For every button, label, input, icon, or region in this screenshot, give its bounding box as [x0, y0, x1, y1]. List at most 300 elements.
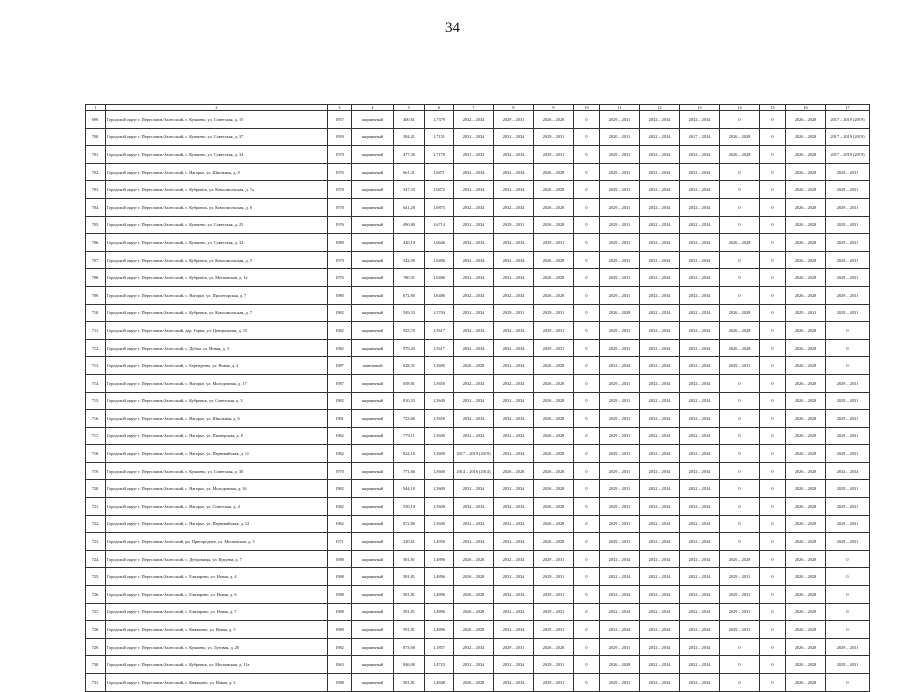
table-cell: 1,6871: [425, 163, 454, 181]
table-cell: 2029 – 2031: [600, 638, 640, 656]
address-cell: Городской округ г. Переславль-Залесский, рп. Пригородное, ул. Московская, д. 5: [106, 533, 328, 551]
table-cell: 2032 – 2034: [680, 621, 720, 639]
table-cell: 2032 – 2034: [494, 445, 534, 463]
table-cell: кирпичный: [352, 286, 394, 304]
table-cell: 2032 – 2034: [826, 462, 870, 480]
table-cell: кирпичный: [352, 216, 394, 234]
table-cell: кирпичный: [352, 621, 394, 639]
table-cell: 2017 – 2019 (2019): [826, 128, 870, 146]
table-cell: 2026 – 2028: [720, 234, 760, 252]
table-cell: 2029 – 2031: [534, 568, 574, 586]
table-cell: 2026 – 2028: [534, 427, 574, 445]
table-cell: 581,81: [394, 550, 425, 568]
address-cell: Городской округ г. Переславль-Залесский, с. Елизарово, ул. Новая, д. 6: [106, 586, 328, 604]
table-cell: 1976: [328, 269, 352, 287]
table-cell: 2032 – 2034: [600, 568, 640, 586]
table-cell: 2029 – 2031: [600, 322, 640, 340]
table-cell: 0: [720, 674, 760, 692]
table-cell: 2017 – 2019 (2019): [826, 146, 870, 164]
table-cell: 2026 – 2028: [720, 146, 760, 164]
table-cell: 2029 – 2031: [600, 427, 640, 445]
table-cell: 2029 – 2031: [826, 498, 870, 516]
table-cell: 2032 – 2034: [680, 181, 720, 199]
table-cell: 721.: [86, 498, 106, 516]
table-cell: 2026 – 2028: [720, 550, 760, 568]
table-cell: кирпичный: [352, 515, 394, 533]
table-cell: 0: [574, 128, 600, 146]
table-cell: 2032 – 2034: [680, 251, 720, 269]
table-cell: 0: [574, 286, 600, 304]
table-cell: 0: [760, 515, 786, 533]
table-cell: 2026 – 2028: [534, 374, 574, 392]
table-cell: 2029 – 2031: [534, 550, 574, 568]
table-cell: 2029 – 2031: [720, 603, 760, 621]
table-cell: 2032 – 2034: [454, 322, 494, 340]
address-cell: Городской округ г. Переславль-Залесский, дер. Горки, ул. Центральная, д. 15: [106, 322, 328, 340]
table-cell: 2026 – 2028: [786, 357, 826, 375]
table-cell: 1988: [328, 568, 352, 586]
table-cell: 2029 – 2031: [826, 515, 870, 533]
table-cell: 1,6646: [425, 234, 454, 252]
table-cell: 0: [826, 586, 870, 604]
table-row: [86, 656, 870, 674]
table-cell: 2029 – 2031: [826, 638, 870, 656]
address-cell: Городской округ г. Переславль-Залесский, с. Нагорье, ул. Первомайская, д. 11: [106, 445, 328, 463]
table-cell: кирпичный: [352, 462, 394, 480]
table-cell: 2026 – 2028: [454, 674, 494, 692]
table-cell: 2032 – 2034: [680, 322, 720, 340]
table-cell: 708.: [86, 269, 106, 287]
table-cell: 700.: [86, 128, 106, 146]
table-cell: 230,61: [394, 533, 425, 551]
table-cell: 1979: [328, 251, 352, 269]
table-cell: 2032 – 2034: [454, 269, 494, 287]
table-cell: 2032 – 2034: [640, 198, 680, 216]
table-cell: 714.: [86, 374, 106, 392]
table-cell: 0: [760, 410, 786, 428]
table-cell: 2029 – 2031: [494, 304, 534, 322]
table-cell: 0: [826, 621, 870, 639]
address-cell: Городской округ г. Переславль-Залесский, с. Княжьево, ул. Новая, д. 2: [106, 674, 328, 692]
table-cell: 0: [574, 533, 600, 551]
table-row: [86, 128, 870, 146]
table-cell: 1,4896: [425, 603, 454, 621]
table-cell: 723,60: [394, 410, 425, 428]
table-cell: 658,81: [394, 374, 425, 392]
table-cell: 2032 – 2034: [640, 603, 680, 621]
table-cell: 0: [720, 533, 760, 551]
table-cell: 1,5649: [425, 392, 454, 410]
table-cell: 824,10: [394, 445, 425, 463]
table-cell: 2026 – 2028: [786, 322, 826, 340]
table-cell: 0: [760, 568, 786, 586]
table-cell: 1979: [328, 146, 352, 164]
address-cell: Городской округ г. Переславль-Залесский, с. Кубринск, ул. Московская, д. 11а: [106, 656, 328, 674]
table-cell: 1982: [328, 515, 352, 533]
table-cell: кирпичный: [352, 322, 394, 340]
table-cell: 2029 – 2031: [826, 181, 870, 199]
table-cell: 1,6486: [425, 269, 454, 287]
table-cell: 0: [760, 286, 786, 304]
table-cell: 0: [720, 462, 760, 480]
table-row: [86, 198, 870, 216]
table-cell: 2032 – 2034: [494, 339, 534, 357]
table-cell: 2032 – 2034: [494, 603, 534, 621]
table-cell: 0: [760, 128, 786, 146]
table-cell: 1,4848: [425, 674, 454, 692]
column-header: 4: [352, 105, 394, 111]
column-header: 7: [454, 105, 494, 111]
table-cell: 2029 – 2031: [600, 198, 640, 216]
table-cell: 0: [760, 445, 786, 463]
table-cell: 1,4950: [425, 533, 454, 551]
table-cell: кирпичный: [352, 163, 394, 181]
table-cell: 2032 – 2034: [680, 146, 720, 164]
table-cell: 2032 – 2034: [640, 216, 680, 234]
capital-repair-schedule-table: [85, 104, 870, 692]
table-cell: 726.: [86, 586, 106, 604]
table-cell: 2026 – 2028: [786, 462, 826, 480]
table-cell: 2032 – 2034: [600, 621, 640, 639]
table-cell: 0: [720, 445, 760, 463]
table-cell: 2029 – 2031: [600, 515, 640, 533]
table-cell: 2026 – 2028: [534, 638, 574, 656]
table-cell: 0: [574, 234, 600, 252]
table-cell: 2032 – 2034: [494, 286, 534, 304]
table-cell: 420,10: [394, 234, 425, 252]
table-cell: 2029 – 2031: [600, 674, 640, 692]
table-cell: 0: [720, 392, 760, 410]
table-cell: 2032 – 2034: [494, 674, 534, 692]
table-cell: 2032 – 2034: [454, 163, 494, 181]
table-cell: 2032 – 2034: [680, 374, 720, 392]
column-header: 14: [720, 105, 760, 111]
table-cell: 872,80: [394, 515, 425, 533]
table-cell: 2032 – 2034: [454, 656, 494, 674]
table-cell: 2026 – 2028: [534, 392, 574, 410]
address-cell: Городской округ г. Переславль-Залесский, с. Нагорье, ул. Молодежная, д. 17: [106, 374, 328, 392]
table-cell: 0: [574, 269, 600, 287]
table-cell: кирпичный: [352, 586, 394, 604]
table-cell: 0: [760, 374, 786, 392]
table-cell: 0: [760, 216, 786, 234]
table-cell: 0: [720, 515, 760, 533]
table-cell: 2032 – 2034: [640, 146, 680, 164]
table-cell: 0: [826, 603, 870, 621]
table-cell: 1,5650: [425, 374, 454, 392]
table-cell: 2032 – 2034: [640, 515, 680, 533]
table-cell: 2032 – 2034: [680, 427, 720, 445]
table-cell: 1,5600: [425, 445, 454, 463]
address-cell: Городской округ г. Переславль-Залесский, с. Кубринск, ул. Комсомольская, д. 5: [106, 251, 328, 269]
table-cell: 2029 – 2031: [826, 445, 870, 463]
table-cell: 2029 – 2031: [720, 621, 760, 639]
table-cell: 0: [760, 322, 786, 340]
address-cell: Городской округ г. Переславль-Залесский, с. Дубки, ул. Новая, д. 3: [106, 339, 328, 357]
table-cell: 0: [574, 339, 600, 357]
table-cell: 1,4896: [425, 568, 454, 586]
table-cell: 2026 – 2028: [534, 286, 574, 304]
table-cell: 1963: [328, 656, 352, 674]
table-cell: 2026 – 2028: [494, 462, 534, 480]
table-cell: 2029 – 2031: [720, 568, 760, 586]
table-cell: 2029 – 2031: [826, 656, 870, 674]
table-cell: 2032 – 2034: [680, 286, 720, 304]
table-cell: 2020 – 2031: [600, 128, 640, 146]
address-cell: Городской округ г. Переславль-Залесский, с. Кубринск, ул. Комсомольская, д. 7а: [106, 181, 328, 199]
column-header: 16: [786, 105, 826, 111]
table-row: [86, 286, 870, 304]
table-cell: 0: [720, 480, 760, 498]
table-cell: 2032 – 2034: [494, 322, 534, 340]
table-cell: кирпичный: [352, 533, 394, 551]
table-cell: 0: [760, 234, 786, 252]
table-cell: 672,80: [394, 286, 425, 304]
table-cell: 1988: [328, 674, 352, 692]
table-cell: 2032 – 2034: [640, 462, 680, 480]
table-cell: 2032 – 2034: [494, 515, 534, 533]
table-cell: 0: [760, 111, 786, 129]
table-cell: 2032 – 2034: [454, 234, 494, 252]
table-cell: 0: [720, 251, 760, 269]
table-cell: 2029 – 2031: [534, 586, 574, 604]
table-cell: 2032 – 2034: [680, 533, 720, 551]
table-cell: 724.: [86, 550, 106, 568]
table-cell: 0: [760, 269, 786, 287]
table-row: [86, 586, 870, 604]
table-cell: 2026 – 2028: [786, 392, 826, 410]
table-cell: 2029 – 2031: [534, 603, 574, 621]
table-cell: 710.: [86, 304, 106, 322]
table-row: [86, 550, 870, 568]
table-cell: 0: [574, 322, 600, 340]
table-cell: 2026 – 2028: [720, 304, 760, 322]
table-cell: кирпичный: [352, 480, 394, 498]
table-cell: 2032 – 2034: [640, 234, 680, 252]
table-cell: кирпичный: [352, 128, 394, 146]
table-cell: 0: [826, 568, 870, 586]
table-cell: 2032 – 2034: [494, 656, 534, 674]
table-cell: кирпичный: [352, 674, 394, 692]
table-cell: 0: [574, 656, 600, 674]
address-cell: Городской округ г. Переславль-Залесский, с. Нагорье, ул. Школьная, д. 6: [106, 410, 328, 428]
table-cell: 0: [760, 146, 786, 164]
address-cell: Городской округ г. Переславль-Залесский, с. Дубровицы, ул. Кукуева, д. 7: [106, 550, 328, 568]
table-cell: 0: [826, 322, 870, 340]
table-cell: 1,7178: [425, 146, 454, 164]
table-cell: 2026 – 2028: [534, 111, 574, 129]
table-cell: кирпичный: [352, 550, 394, 568]
table-row: [86, 304, 870, 322]
table-cell: 2032 – 2034: [454, 304, 494, 322]
table-cell: 2026 – 2028: [534, 163, 574, 181]
table-cell: 2017 – 2034: [680, 128, 720, 146]
table-cell: 0: [760, 163, 786, 181]
table-cell: 0: [826, 357, 870, 375]
table-cell: 2026 – 2028: [786, 339, 826, 357]
table-cell: 2032 – 2034: [494, 586, 534, 604]
table-cell: 0: [760, 550, 786, 568]
table-cell: кирпичный: [352, 111, 394, 129]
table-cell: 2032 – 2034: [640, 533, 680, 551]
table-cell: 715.: [86, 392, 106, 410]
table-cell: 704.: [86, 198, 106, 216]
table-cell: 1,4896: [425, 621, 454, 639]
table-cell: 2032 – 2034: [494, 251, 534, 269]
table-cell: 0: [720, 286, 760, 304]
table-cell: 2029 – 2031: [600, 392, 640, 410]
table-cell: 2032 – 2034: [600, 586, 640, 604]
address-cell: Городской округ г. Переславль-Залесский, с. Кукшево, ул. Советская, д. 37: [106, 128, 328, 146]
table-cell: 719.: [86, 462, 106, 480]
table-row: [86, 427, 870, 445]
table-cell: 2026 – 2028: [786, 638, 826, 656]
table-cell: кирпичный: [352, 339, 394, 357]
table-cell: 2032 – 2034: [680, 445, 720, 463]
table-cell: 2032 – 2034: [680, 603, 720, 621]
table-cell: 2032 – 2034: [640, 181, 680, 199]
table-cell: 2032 – 2034: [454, 339, 494, 357]
table-cell: 2032 – 2034: [640, 674, 680, 692]
table-row: [86, 410, 870, 428]
table-cell: 1,5600: [425, 498, 454, 516]
table-cell: 581,81: [394, 603, 425, 621]
table-cell: 2026 – 2028: [786, 198, 826, 216]
table-cell: 1,4896: [425, 586, 454, 604]
table-cell: 2032 – 2034: [494, 269, 534, 287]
table-cell: 716.: [86, 410, 106, 428]
table-cell: 2026 – 2028: [454, 357, 494, 375]
address-cell: Городской округ г. Переславль-Залесский, с. Княжьево, ул. Новая, д. 5: [106, 621, 328, 639]
table-row: [86, 111, 870, 129]
table-cell: 2026 – 2028: [786, 163, 826, 181]
table-cell: 706.: [86, 234, 106, 252]
table-cell: 0: [574, 603, 600, 621]
table-cell: 1,5695: [425, 357, 454, 375]
table-cell: 2032 – 2034: [600, 357, 640, 375]
table-cell: 2026 – 2028: [786, 568, 826, 586]
table-cell: 0: [760, 480, 786, 498]
table-cell: 2026 – 2028: [786, 480, 826, 498]
table-cell: 2032 – 2034: [454, 427, 494, 445]
table-cell: 2032 – 2034: [454, 498, 494, 516]
table-cell: 1,4896: [425, 550, 454, 568]
table-cell: 2026 – 2028: [786, 181, 826, 199]
table-cell: 1978: [328, 181, 352, 199]
table-cell: 628,31: [394, 357, 425, 375]
table-cell: 0: [574, 146, 600, 164]
table-cell: 2026 – 2028: [534, 269, 574, 287]
address-cell: Городской округ г. Переславль-Залесский, с. Кукшево, ул. Советская, д. 32: [106, 234, 328, 252]
table-cell: 2029 – 2031: [600, 445, 640, 463]
table-cell: 0: [574, 410, 600, 428]
table-cell: 810,53: [394, 392, 425, 410]
table-cell: 490,80: [394, 216, 425, 234]
table-cell: 0: [720, 163, 760, 181]
table-cell: 2029 – 2031: [826, 304, 870, 322]
table-cell: 0: [760, 357, 786, 375]
table-cell: 1982: [328, 445, 352, 463]
table-cell: 2026 – 2028: [786, 533, 826, 551]
table-row: [86, 445, 870, 463]
table-cell: 2026 – 2028: [786, 128, 826, 146]
column-header: 9: [534, 105, 574, 111]
table-cell: 1,4723: [425, 656, 454, 674]
table-cell: 2032 – 2034: [680, 339, 720, 357]
table-cell: 2029 – 2031: [826, 234, 870, 252]
table-cell: 1980: [328, 234, 352, 252]
address-cell: Городской округ г. Переславль-Залесский, с. Кубринск, ул. Московская, д. 1а: [106, 269, 328, 287]
table-cell: 720.: [86, 480, 106, 498]
table-row: [86, 216, 870, 234]
table-cell: 2029 – 2031: [600, 533, 640, 551]
table-row: [86, 568, 870, 586]
address-cell: Городской округ г. Переславль-Залесский, с. Кукшево, ул. Советская, д. 34: [106, 146, 328, 164]
table-cell: 2029 – 2031: [600, 111, 640, 129]
table-cell: 0: [720, 638, 760, 656]
table-cell: 707.: [86, 251, 106, 269]
table-cell: 699.: [86, 111, 106, 129]
table-cell: 2026 – 2028: [786, 146, 826, 164]
table-cell: 2026 – 2028: [534, 216, 574, 234]
table-cell: 1982: [328, 638, 352, 656]
table-row: [86, 269, 870, 287]
table-row: [86, 392, 870, 410]
table-cell: 2026 – 2028: [534, 462, 574, 480]
table-cell: 2026 – 2028: [786, 586, 826, 604]
table-cell: 2026 – 2028: [720, 322, 760, 340]
table-cell: 2032 – 2034: [680, 234, 720, 252]
table-cell: 591,81: [394, 621, 425, 639]
table-cell: 2032 – 2034: [640, 251, 680, 269]
table-row: [86, 480, 870, 498]
table-row: [86, 638, 870, 656]
table-row: [86, 146, 870, 164]
table-cell: 0: [760, 181, 786, 199]
table-cell: 925,70: [394, 322, 425, 340]
table-row: [86, 339, 870, 357]
table-cell: 2032 – 2034: [494, 163, 534, 181]
table-cell: кирпичный: [352, 656, 394, 674]
table-cell: 2032 – 2034: [680, 198, 720, 216]
table-cell: 2032 – 2034: [680, 357, 720, 375]
table-cell: 0: [720, 374, 760, 392]
column-header: 12: [640, 105, 680, 111]
table-cell: 2032 – 2034: [640, 621, 680, 639]
table-cell: 2026 – 2028: [786, 216, 826, 234]
table-cell: 641,20: [394, 198, 425, 216]
table-cell: 2026 – 2028: [786, 234, 826, 252]
table-cell: кирпичный: [352, 146, 394, 164]
table-cell: 2029 – 2031: [786, 304, 826, 322]
table-cell: 2032 – 2034: [494, 234, 534, 252]
table-cell: 1,5600: [425, 462, 454, 480]
table-cell: 2032 – 2034: [640, 586, 680, 604]
table-cell: 1,5600: [425, 480, 454, 498]
table-cell: 0: [574, 550, 600, 568]
table-cell: 581,81: [394, 586, 425, 604]
table-cell: 1,6872: [425, 181, 454, 199]
table-cell: 2032 – 2034: [640, 269, 680, 287]
column-header: 1: [86, 105, 106, 111]
table-cell: кирпичный: [352, 304, 394, 322]
table-cell: 0: [574, 374, 600, 392]
table-row: [86, 357, 870, 375]
table-cell: 2029 – 2031: [600, 216, 640, 234]
address-cell: Городской округ г. Переславль-Залесский, с. Кубринск, ул. Советская, д. 3: [106, 392, 328, 410]
table-cell: 1982: [328, 498, 352, 516]
table-cell: 2026 – 2028: [786, 603, 826, 621]
